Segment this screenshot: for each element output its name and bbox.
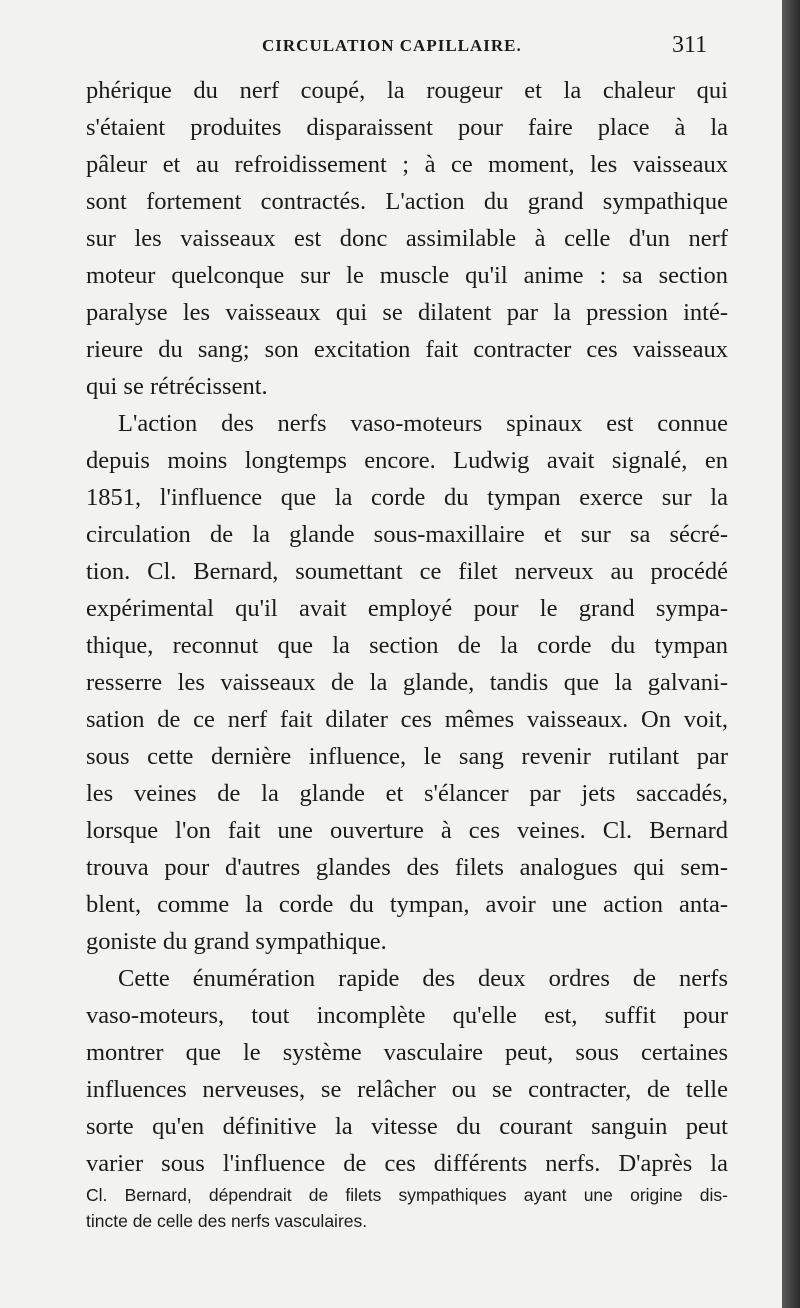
text-line: trouva pour d'autres glandes des filets analogues qui sem-	[86, 854, 728, 881]
text-line: phérique du nerf coupé, la rougeur et la chaleur qui	[86, 77, 728, 104]
text-line: les veines de la glande et s'élancer par jets saccadés,	[86, 780, 728, 807]
text-line: pâleur et au refroidissement ; à ce moment, les vaisseaux	[86, 151, 728, 178]
text-line: sont fortement contractés. L'action du grand sympathique	[86, 188, 728, 215]
text-line: tion. Cl. Bernard, soumettant ce filet nerveux au procédé	[86, 558, 728, 585]
text-line: moteur quelconque sur le muscle qu'il anime : sa section	[86, 262, 728, 289]
page-edge-shadow	[782, 0, 800, 1308]
text-line: paralyse les vaisseaux qui se dilatent par la pression inté-	[86, 299, 728, 326]
text-line: lorsque l'on fait une ouverture à ces veines. Cl. Bernard	[86, 817, 728, 844]
text-line: resserre les vaisseaux de la glande, tandis que la galvani-	[86, 669, 728, 696]
text-line: rieure du sang; son excitation fait contracter ces vaisseaux	[86, 336, 728, 363]
running-head-title: CIRCULATION CAPILLAIRE.	[262, 36, 522, 55]
text-line: depuis moins longtemps encore. Ludwig avait signalé, en	[86, 447, 728, 474]
text-line: 1851, l'influence que la corde du tympan exerce sur la	[86, 484, 728, 511]
text-line: Cette énumération rapide des deux ordres de nerfs	[118, 965, 728, 992]
text-line: sorte qu'en définitive la vitesse du courant sanguin peut	[86, 1113, 728, 1140]
text-line: expérimental qu'il avait employé pour le grand sympa-	[86, 595, 728, 622]
footnote	[86, 1182, 728, 1234]
running-head	[0, 32, 782, 66]
text-line: vaso-moteurs, tout incomplète qu'elle est, suffit pour	[86, 1002, 728, 1029]
body-text	[86, 72, 728, 1182]
text-line: sation de ce nerf fait dilater ces mêmes vaisseaux. On voit,	[86, 706, 728, 733]
footnote-line: Cl. Bernard, dépendrait de filets sympathiques ayant une origine dis-	[86, 1185, 728, 1205]
text-line: circulation de la glande sous-maxillaire et sur sa sécré-	[86, 521, 728, 548]
page-number: 311	[672, 32, 708, 58]
text-line: s'étaient produites disparaissent pour faire place à la	[86, 114, 728, 141]
text-line: influences nerveuses, se relâcher ou se contracter, de telle	[86, 1076, 728, 1103]
text-line: goniste du grand sympathique.	[86, 928, 387, 955]
text-line: qui se rétrécissent.	[86, 373, 268, 400]
text-line: sur les vaisseaux est donc assimilable à celle d'un nerf	[86, 225, 728, 252]
text-line: L'action des nerfs vaso-moteurs spinaux est connue	[118, 410, 728, 437]
text-line: varier sous l'influence de ces différents nerfs. D'après la	[86, 1150, 728, 1177]
footnote-line: tincte de celle des nerfs vasculaires.	[86, 1211, 368, 1231]
text-line: blent, comme la corde du tympan, avoir une action anta-	[86, 891, 728, 918]
text-line: sous cette dernière influence, le sang revenir rutilant par	[86, 743, 728, 770]
text-line: montrer que le système vasculaire peut, sous certaines	[86, 1039, 728, 1066]
text-line: thique, reconnut que la section de la corde du tympan	[86, 632, 728, 659]
